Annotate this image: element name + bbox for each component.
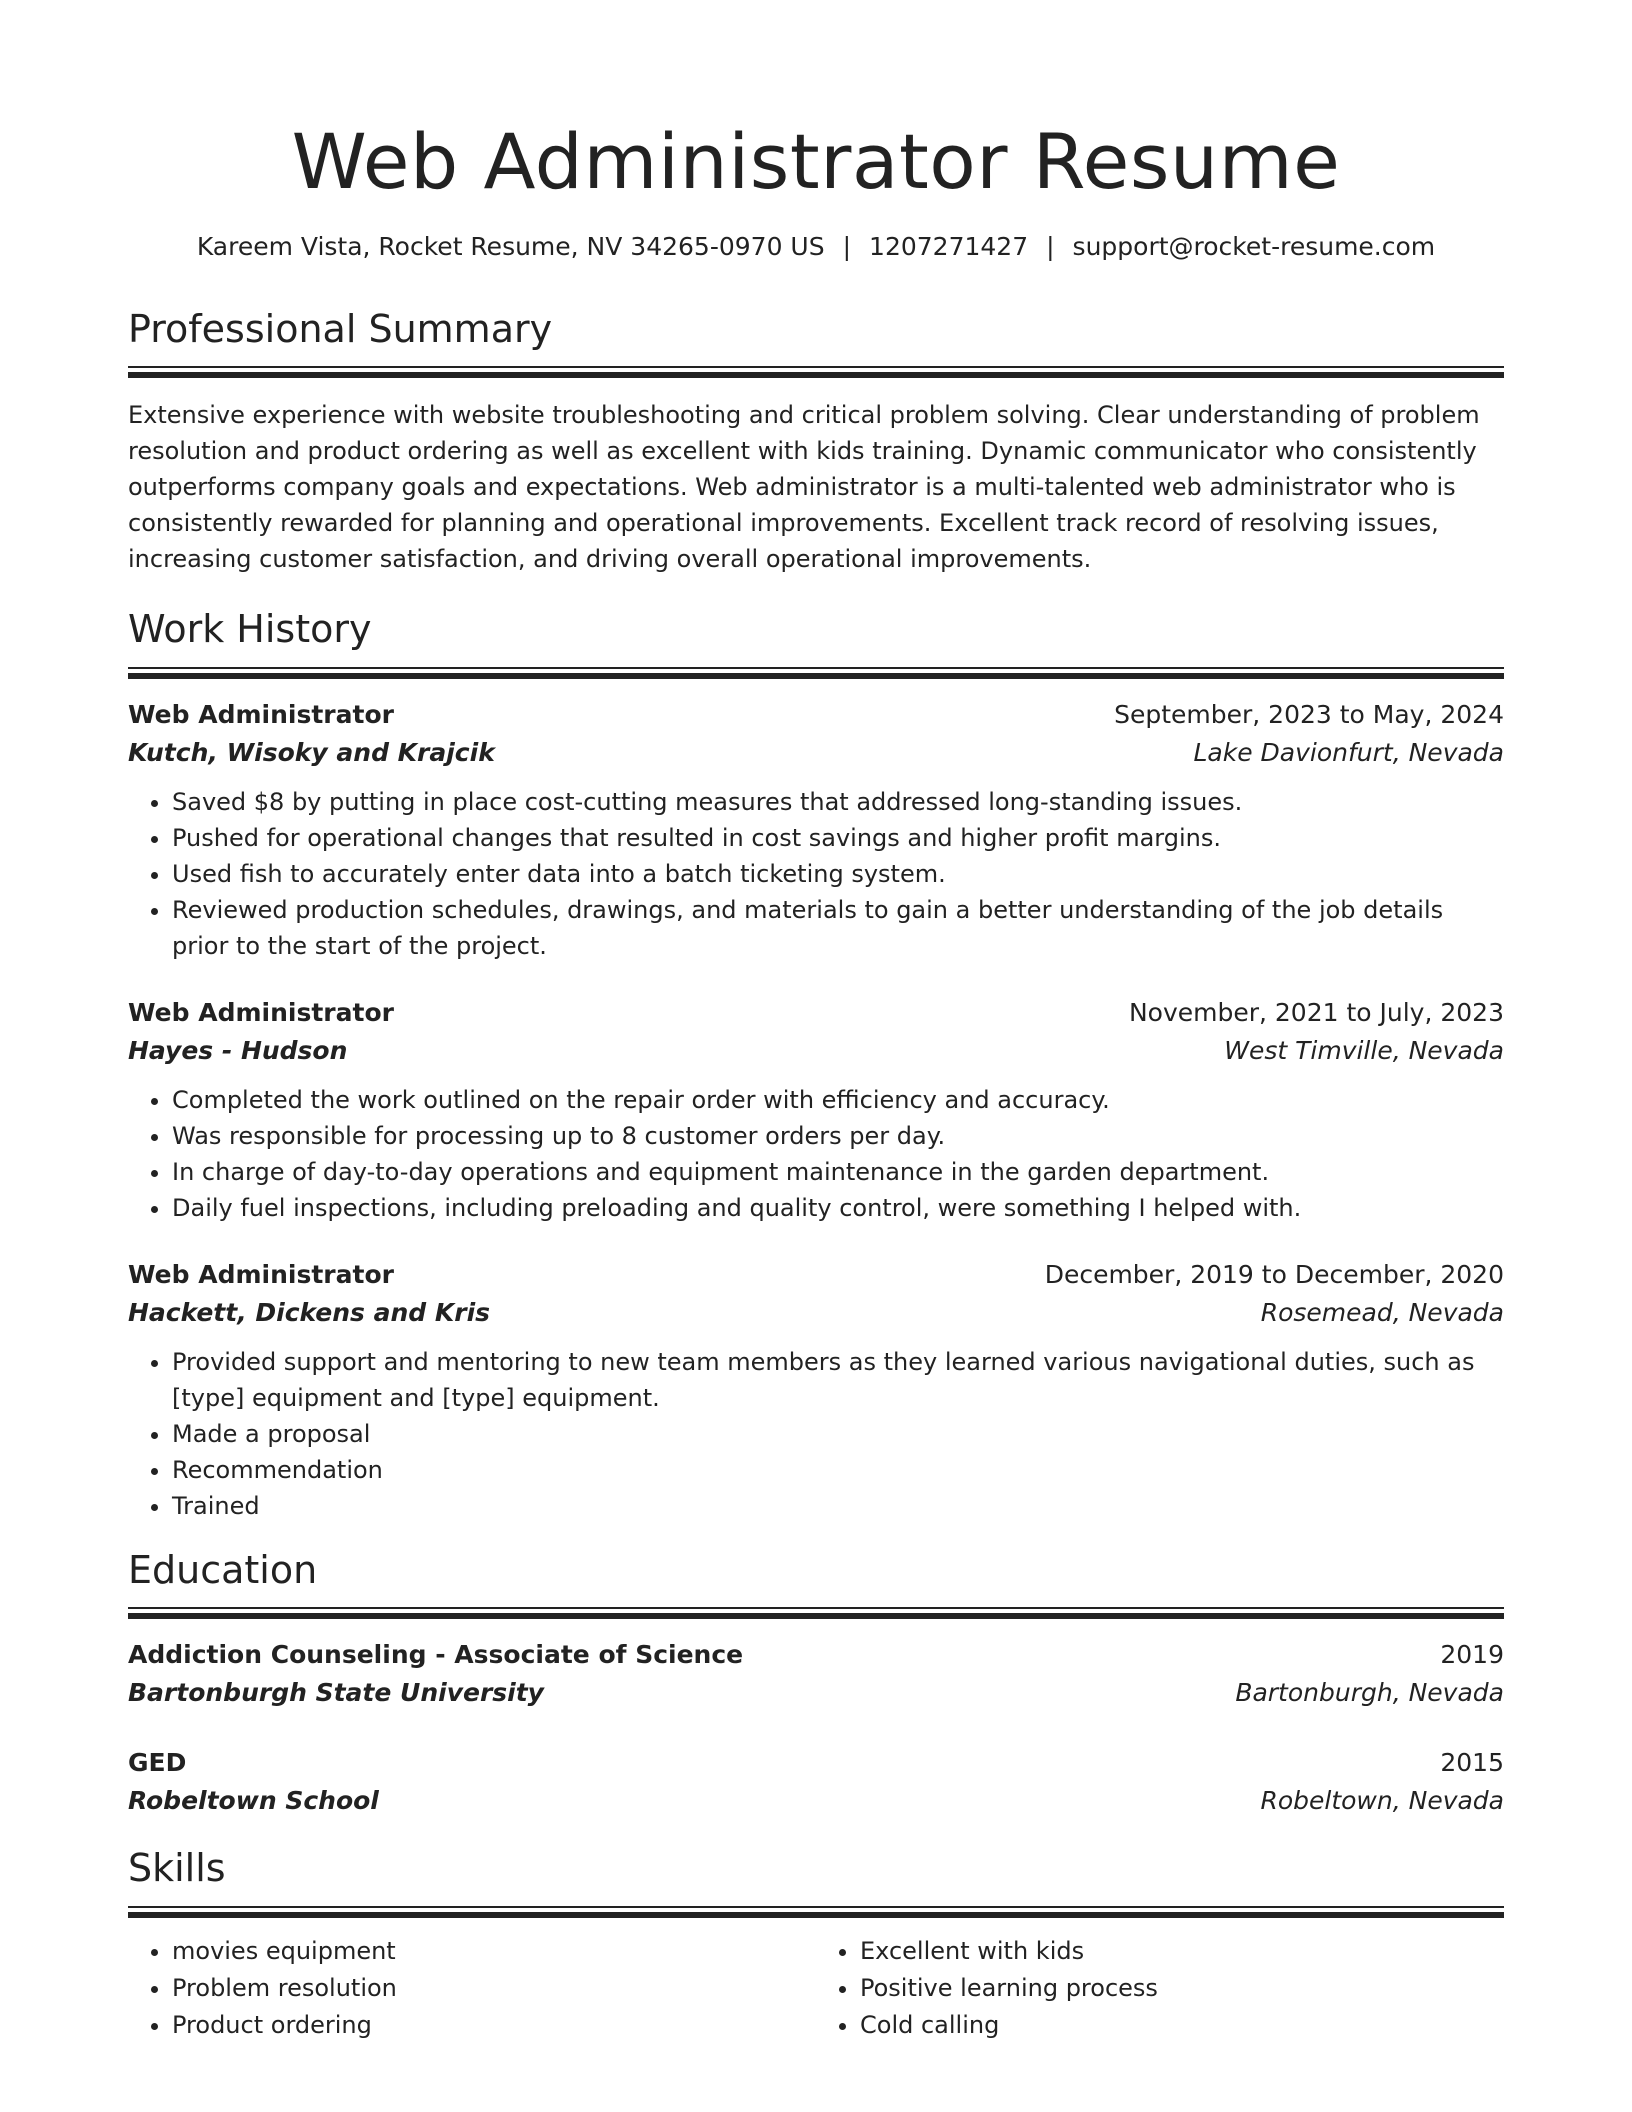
section-heading: Work History [128, 607, 372, 652]
job-header-row [128, 696, 1504, 734]
skill-item: • Excellent with kids [860, 1933, 1504, 1970]
section-divider [128, 366, 1504, 379]
education-section [128, 1548, 1504, 1821]
list-item: • In charge of day-to-day operations and equipment maintenance in the garden department. [172, 1154, 1504, 1190]
job-header-row [128, 994, 1504, 1032]
list-item: • Was responsible for processing up to 8 customer orders per day. [172, 1118, 1504, 1154]
list-item: • Saved $8 by putting in place cost-cutting measures that addressed long-standing issues. [172, 784, 1504, 820]
contact-email: support@rocket-resume.com [1072, 231, 1436, 261]
list-item: • Used fish to accurately enter data into a batch ticketing system. [172, 856, 1504, 892]
education-year: 2019 [1440, 1640, 1504, 1670]
section-heading: Skills [128, 1846, 226, 1891]
job-header-row [128, 1256, 1504, 1294]
education-school-row [128, 1782, 1504, 1820]
section-heading: Education [128, 1547, 318, 1592]
job-bullets [128, 1344, 1504, 1524]
job-company-row [128, 1032, 1504, 1070]
job-title: Web Administrator [128, 1259, 394, 1289]
education-location: Robeltown, Nevada [1260, 1786, 1504, 1816]
job-company: Kutch, Wisoky and Krajcik [128, 737, 495, 767]
job-entry [128, 1256, 1504, 1524]
skill-item: • movies equipment [172, 1933, 816, 1970]
education-entry [128, 1744, 1504, 1820]
job-company-row [128, 734, 1504, 772]
skill-item: • Problem resolution [172, 1970, 816, 2007]
job-entry [128, 994, 1504, 1226]
section-divider [128, 667, 1504, 680]
work-history-section [128, 607, 1504, 1524]
job-company-row [128, 1294, 1504, 1332]
section-divider [128, 1906, 1504, 1919]
list-item: • Completed the work outlined on the repair order with efficiency and accuracy. [172, 1082, 1504, 1118]
job-location: Rosemead, Nevada [1260, 1297, 1504, 1327]
education-entry [128, 1636, 1504, 1712]
skill-item: • Cold calling [860, 2007, 1504, 2044]
list-item: • Made a proposal [172, 1416, 1504, 1452]
education-year: 2015 [1440, 1748, 1504, 1778]
contact-address: Kareem Vista, Rocket Resume, NV 34265-0970 US [196, 231, 825, 261]
job-company: Hayes - Hudson [128, 1035, 348, 1065]
contact-separator: | [842, 231, 852, 261]
job-dates: September, 2023 to May, 2024 [1114, 699, 1504, 729]
summary-text: Extensive experience with website troubleshooting and critical problem solving. Clear understanding of problem resolution and product ordering as well as excellent with kids training. Dynamic communicator who consistently outperforms company goals and expectations. Web administrator is a multi-talented web administrator who is consistently rewarded for planning and operational improvements. Excellent track record of resolving issues, increasing customer satisfaction, and driving overall operational improvements. [128, 401, 1480, 574]
contact-phone: 1207271427 [869, 231, 1029, 261]
section-divider [128, 1607, 1504, 1620]
resume-title: Web Administrator Resume [291, 117, 1341, 206]
education-school: Robeltown School [128, 1786, 379, 1816]
list-item: • Trained [172, 1488, 1504, 1524]
education-degree: Addiction Counseling - Associate of Science [128, 1640, 744, 1670]
skills-section [128, 1846, 1504, 2044]
list-item: • Daily fuel inspections, including preloading and quality control, were something I helped with. [172, 1190, 1504, 1226]
education-header-row [128, 1636, 1504, 1674]
job-title: Web Administrator [128, 997, 394, 1027]
education-degree: GED [128, 1748, 187, 1778]
job-company: Hackett, Dickens and Kris [128, 1297, 491, 1327]
skill-item: • Positive learning process [860, 1970, 1504, 2007]
job-bullets [128, 784, 1504, 964]
list-item: • Recommendation [172, 1452, 1504, 1488]
contact-line [128, 232, 1504, 261]
list-item: • Provided support and mentoring to new team members as they learned various navigational duties, such as [type] equipment and [type] equipment. [172, 1344, 1504, 1416]
list-item: • Pushed for operational changes that resulted in cost savings and higher profit margins. [172, 820, 1504, 856]
skills-column-left [128, 1933, 816, 2044]
contact-separator: | [1046, 231, 1055, 261]
skills-grid [128, 1933, 1504, 2044]
job-entry [128, 696, 1504, 964]
job-location: Lake Davionfurt, Nevada [1193, 737, 1504, 767]
job-dates: November, 2021 to July, 2023 [1128, 997, 1504, 1027]
job-bullets [128, 1082, 1504, 1226]
section-heading: Professional Summary [128, 306, 553, 351]
skill-item: • Product ordering [172, 2007, 816, 2044]
education-school-row [128, 1674, 1504, 1712]
education-header-row [128, 1744, 1504, 1782]
list-item: • Reviewed production schedules, drawings, and materials to gain a better understanding of the job details prior to the start of the project. [172, 892, 1504, 964]
job-location: West Timville, Nevada [1224, 1035, 1504, 1065]
skills-column-right [816, 1933, 1504, 2044]
summary-section [128, 307, 1504, 578]
job-title: Web Administrator [128, 699, 394, 729]
education-location: Bartonburgh, Nevada [1235, 1678, 1504, 1708]
education-school: Bartonburgh State University [128, 1678, 544, 1708]
job-dates: December, 2019 to December, 2020 [1044, 1259, 1504, 1289]
